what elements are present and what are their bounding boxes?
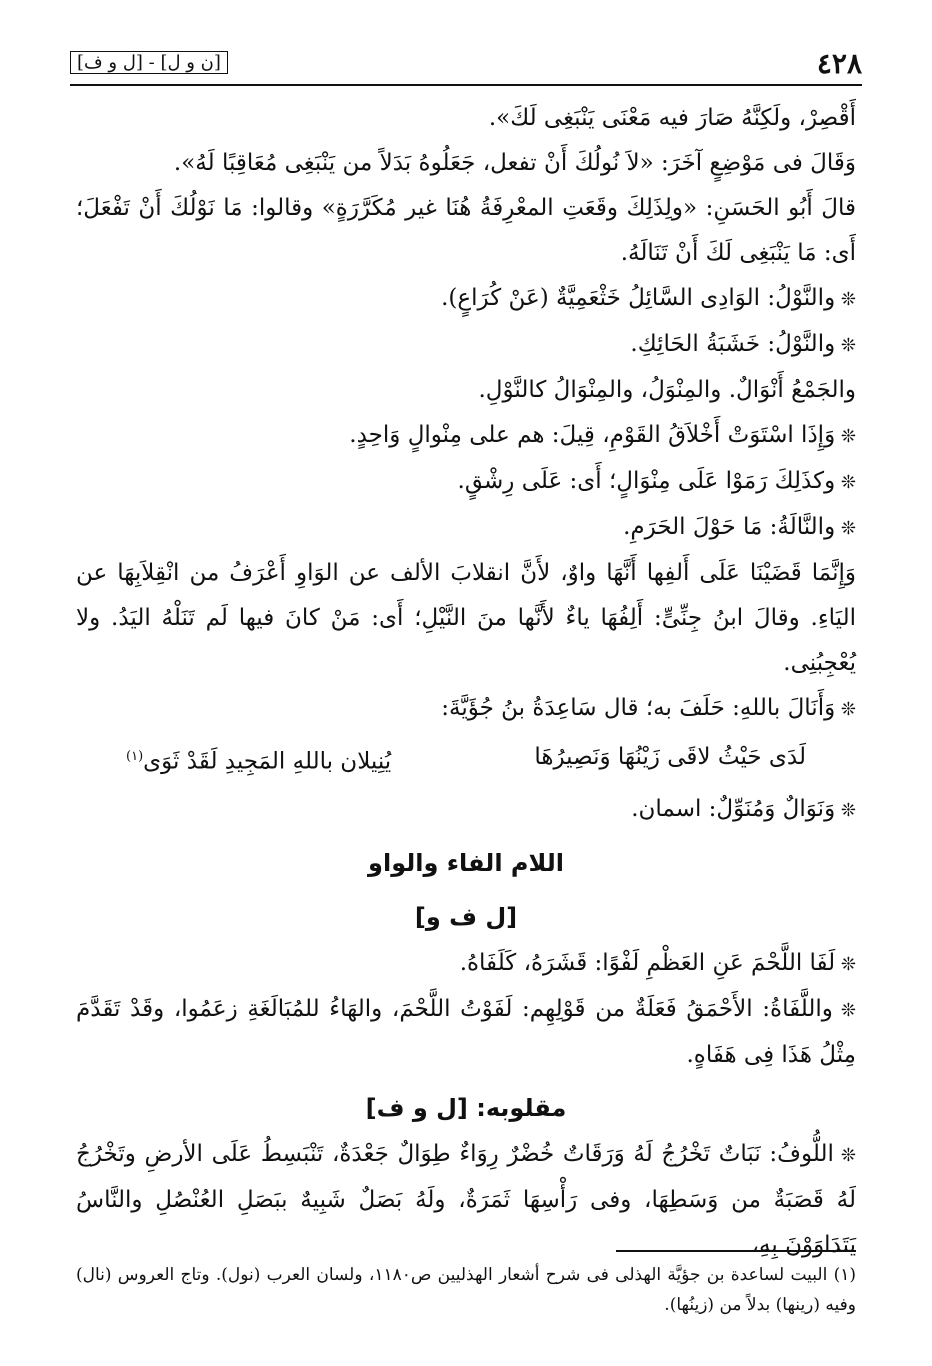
entry: ❊ لَفَا اللَّحْمَ عَنِ العَظْمِ لَفْوًا: قَشَرَهُ، كَلَفَاهُ. [76,941,856,987]
entry: ❊ وَإِذَا اسْتَوَتْ أَخْلاَقُ القَوْمِ، قِيلَ: هم على مِنْوالٍ وَاحِدٍ. [76,413,856,459]
verse-first-hemistich: لَدَى حَيْثُ لاقَى زَيْنُهَا وَنَصِيرُهَا [534,744,806,770]
entry: ❊ والنَّوْلُ: الوَادِى السَّائِلُ خَثْعَمِيَّةٌ (عَنْ كُرَاعٍ). [76,276,856,322]
footnote-ref: (١) [126,749,144,764]
page-header [70,40,862,86]
entry: ❊ وَنَوَالٌ وَمُنَوِّلٌ: اسمان. [76,787,856,833]
page-number: ٤٢٨ [816,47,862,80]
footnotes [76,1250,856,1320]
paragraph: أَقْصِرْ، ولَكِنَّهُ صَارَ فيه مَعْنَى يَنْبَغِى لَكَ». [488,105,856,131]
main-text [76,96,856,1268]
poetry-verse [76,732,856,787]
paragraph: والجَمْعُ أَنْوَالٌ. والمِنْوَلُ، والمِنْوَالُ كالنَّوْلِ. [478,377,856,403]
entry: ❊ والنَّوْلُ: خَشَبَةُ الحَائِكِ. [76,322,856,368]
verse-second-text: يُنِيلان باللهِ المَجِيدِ لَقَدْ ثَوَى [143,748,392,775]
entry: ❊ واللَّفَاةُ: الأَحْمَقُ فَعَلَةٌ من قَوْلِهِم: لَفَوْتُ اللَّحْمَ، والهَاءُ للمُبَالَغَةِ زعَمُوا، وقَدْ تَقَدَّمَ مِثْلُ هَذَا فِى هَفَاهٍ. [76,987,856,1078]
section-title: اللام الفاء والواو [368,848,564,877]
footnote: (١) البيت لساعدة بن جؤيَّة الهذلى فى شرح أشعار الهذليين ص١١٨٠، ولسان العرب (نول). وتاج العروس (نال) وفيه (رينها) بدلاً من (زينُها). [76,1265,856,1315]
verse-second-hemistich [126,732,391,787]
running-head: [ن و ل] - [ل و ف] [70,51,228,74]
entry: ❊ اللُّوفُ: نَبَاتٌ تَخْرُجُ لَهُ وَرَقَاتٌ خُضْرٌ رِوَاءٌ طِوَالٌ جَعْدَةٌ، تَنْبَسِطُ عَلَى الأرضِ وتَخْرُجُ لَهُ قَصَبَةٌ من وَسَطِهَا، وفى رَأْسِهَا ثَمَرَةٌ، ولَهُ بَصَلٌ شَبِيهٌ ببَصَلِ العُنْصُلِ والنَّاسُ يَتَدَاوَوْنَ بِهِ، [76,1132,856,1268]
paragraph: قالَ أَبُو الحَسَنِ: «ولِذَلِكَ وقَعَتِ المعْرِفَةُ هُنَا غير مُكَرَّرَةٍ» وقالوا: مَا نَوْلُكَ أَنْ تَفْعَلَ؛ أَى: مَا يَنْبَغِى لَكَ أَنْ تَنَالَهُ. [76,195,856,266]
root-heading: [ل ف و] [414,902,518,931]
entry: ❊ وَأَنَالَ باللهِ: حَلَفَ به؛ قال سَاعِدَةُ بنُ جُؤَيَّةَ: [76,686,856,732]
footnote-rule [616,1250,856,1252]
entry: ❊ وكذَلِكَ رَمَوْا عَلَى مِنْوَالٍ؛ أَى: عَلَى رِشْقٍ. [76,459,856,505]
entry: ❊ والنَّالَةُ: مَا حَوْلَ الحَرَمِ. [76,505,856,551]
section-title: مقلوبه: [ل و ف] [365,1093,567,1122]
paragraph: وَقَالَ فى مَوْضِعٍ آخَرَ: «لاَ نُولُكَ أَنْ تفعل، جَعَلُوهُ بَدَلاً من يَنْبَغِى مُعَاقِبًا لَهُ». [173,150,856,176]
paragraph: وَإِنَّمَا قَضَيْنَا عَلَى أَلفِها أَنَّهَا واوٌ، لأَنَّ انقلابَ الألف عن الوَاوِ أَعْرَفُ من انْقِلاَبِهَا عن اليَاءِ. وقالَ ابنُ جِنِّىٍّ: أَلِفُهَا ياءٌ لأَنَّها منَ النَّيْلِ؛ أَى: مَنْ كانَ فيها لَم تَنَلْهُ اليَدُ. ولا يُعْجِبُنِى. [76,560,856,676]
